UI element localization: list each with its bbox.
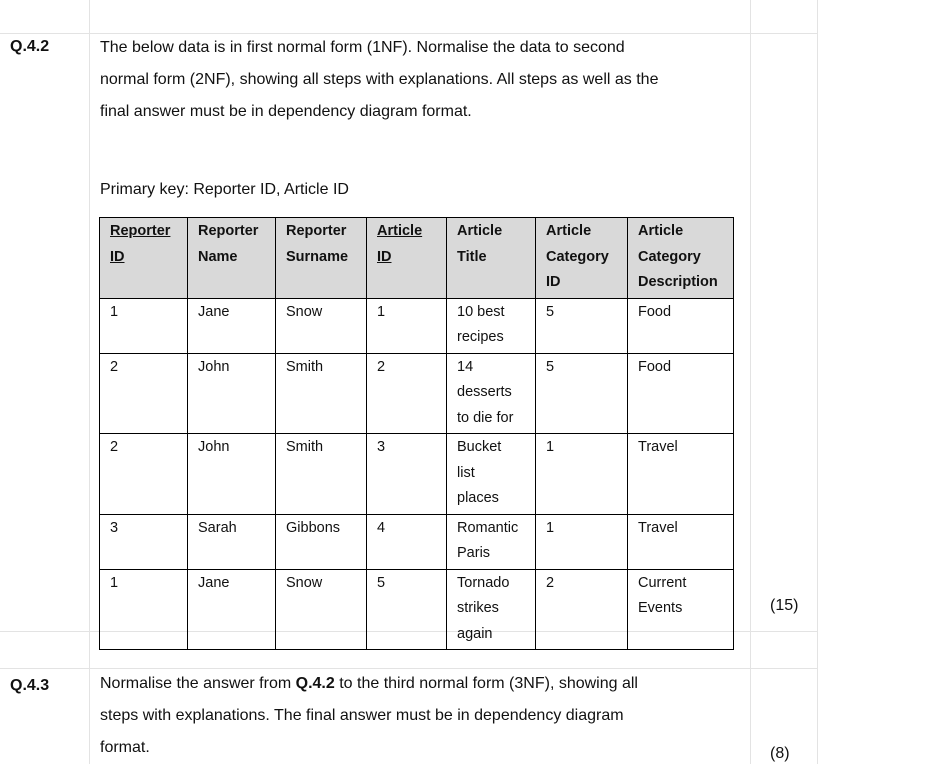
primary-key-label: Primary key: Reporter ID, Article ID [100,181,349,198]
cell-text: 5 [546,303,555,320]
cell-text: Sarah [198,519,237,536]
cell-article-title [447,514,536,569]
question-text-line [100,675,638,692]
cell-text: 10 best [457,303,505,320]
cell-reporter-surname [276,353,367,434]
cell-text: places [457,490,499,506]
cell-reporter-id [100,353,188,434]
cell-text: Snow [286,574,323,591]
question-text-segment: to the third normal form (3NF), showing all [334,675,638,692]
cell-text: 1 [546,439,555,455]
cell-text: 2 [110,358,119,375]
table-row [100,353,734,434]
header-line: Article [546,223,592,239]
cell-article-id [367,298,447,353]
cell-reporter-id [100,298,188,353]
header-line: Reporter [110,223,171,239]
cell-article-category-description [628,434,734,515]
cell-text: Snow [286,303,323,320]
question-text-segment: Normalise the answer from [100,675,296,692]
header-line: ID [546,274,561,290]
cell-article-category-id [536,434,628,515]
cell-text: 2 [377,358,386,375]
question-text-line: normal form (2NF), showing all steps with explanations. All steps as well as the [100,71,659,88]
header-line: Category [546,248,609,265]
cell-text: Food [638,358,672,375]
cell-text: 2 [546,574,555,591]
question-text [100,32,750,128]
cell-article-id [367,514,447,569]
header-article-id [367,218,447,299]
cell-text: to die for [457,409,514,426]
cell-reporter-surname [276,569,367,650]
question-text-line: format. [100,739,150,756]
data-table [99,217,734,650]
marks-label: (15) [770,597,799,614]
cell-text: desserts [457,384,512,400]
table-header-row [100,218,734,299]
table-row [100,514,734,569]
header-line: Reporter [198,223,259,239]
marks-label: (8) [770,745,790,762]
table-row [100,434,734,515]
header-line: Category [638,248,701,265]
cell-reporter-surname [276,298,367,353]
header-line: ID [377,248,392,265]
cell-text: 4 [377,519,386,536]
cell-reporter-name [188,514,276,569]
cell-text: 5 [546,358,555,375]
cell-article-category-id [536,353,628,434]
header-article-category-description [628,218,734,299]
cell-article-id [367,353,447,434]
cell-text: strikes [457,600,499,616]
cell-text: Paris [457,545,491,561]
cell-article-category-id [536,514,628,569]
cell-text: 1 [110,574,119,591]
cell-text: John [198,358,230,375]
cell-article-id [367,569,447,650]
cell-article-id [367,434,447,515]
table-row [100,298,734,353]
question-number: Q.4.2 [10,38,50,55]
header-line: Name [198,248,238,265]
cell-text: 1 [546,519,555,536]
cell-text: Current [638,574,687,591]
cell-text: Jane [198,303,230,320]
question-text-line: final answer must be in dependency diagram format. [100,103,472,120]
cell-text: 3 [110,519,119,536]
cell-article-category-description [628,514,734,569]
column-divider-left [89,0,90,764]
cell-text: Smith [286,358,324,375]
question-reference: Q.4.2 [295,675,335,692]
cell-reporter-id [100,434,188,515]
question-text-line: The below data is in first normal form (1NF). Normalise the data to second [100,39,625,56]
cell-text: Food [638,303,672,320]
header-line: Article [457,223,503,239]
header-article-title [447,218,536,299]
cell-text: Travel [638,519,678,536]
question-number: Q.4.3 [10,677,50,694]
cell-text: 3 [377,439,386,455]
header-reporter-surname [276,218,367,299]
header-line: Title [457,248,487,265]
question-text-line: steps with explanations. The final answer must be in dependency diagram [100,707,624,724]
cell-text: recipes [457,329,504,345]
cell-text: 2 [110,439,119,455]
cell-article-category-description [628,569,734,650]
cell-text: 1 [377,303,386,320]
cell-text: Romantic [457,519,519,536]
cell-text: list [457,464,475,481]
cell-reporter-name [188,298,276,353]
header-line: Reporter [286,223,347,239]
table-row [100,569,734,650]
cell-text: 1 [110,303,119,320]
header-article-category-id [536,218,628,299]
cell-reporter-id [100,514,188,569]
cell-text: Jane [198,574,230,591]
cell-reporter-name [188,569,276,650]
cell-text: Bucket [457,439,502,455]
header-line: ID [110,248,125,265]
header-reporter-id [100,218,188,299]
cell-article-category-id [536,569,628,650]
cell-text: John [198,439,230,455]
cell-article-category-description [628,298,734,353]
cell-text: Events [638,600,683,616]
cell-text: 14 [457,358,474,375]
header-line: Surname [286,248,349,265]
column-divider-marks [750,0,751,764]
cell-reporter-surname [276,514,367,569]
header-line: Article [638,223,684,239]
cell-text: Tornado [457,574,510,591]
header-line: Article [377,223,423,239]
header-reporter-name [188,218,276,299]
cell-text: Smith [286,439,324,455]
cell-text: again [457,625,493,642]
cell-article-title [447,569,536,650]
cell-reporter-name [188,434,276,515]
question-text [100,668,750,764]
cell-article-category-description [628,353,734,434]
cell-article-title [447,298,536,353]
cell-reporter-surname [276,434,367,515]
cell-reporter-id [100,569,188,650]
cell-text: 5 [377,574,386,591]
cell-text: Gibbons [286,519,341,536]
cell-text: Travel [638,439,678,455]
cell-article-title [447,353,536,434]
column-divider-right [817,0,818,764]
cell-reporter-name [188,353,276,434]
cell-article-title [447,434,536,515]
header-line: Description [638,274,718,290]
cell-article-category-id [536,298,628,353]
